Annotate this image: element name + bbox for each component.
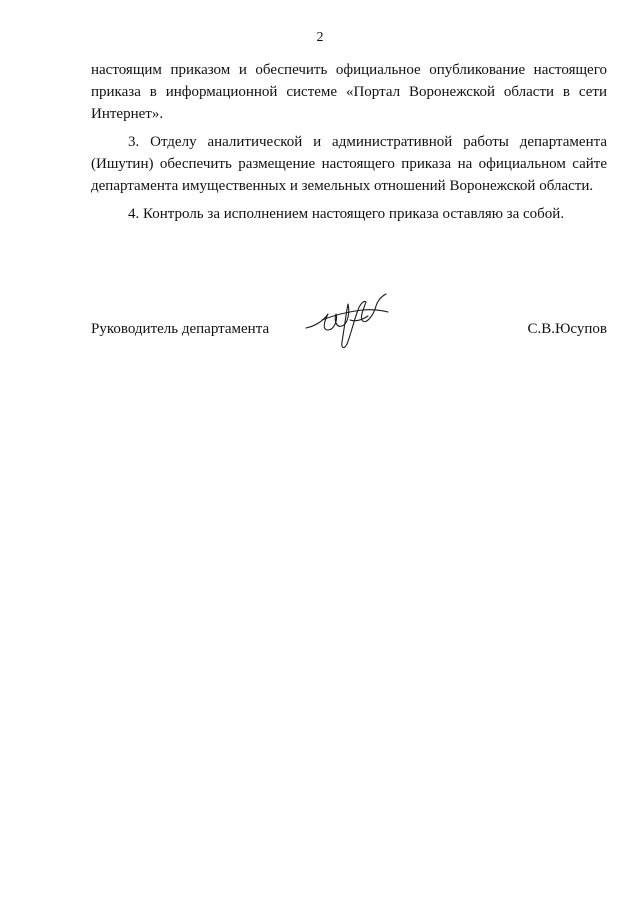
signer-name: С.В.Юсупов (527, 321, 607, 337)
signer-position: Руководитель департамента (91, 321, 270, 337)
page-number: 2 (316, 30, 324, 45)
paragraph-item-3: 3. Отделу аналитической и административной работы департамента (Ишутин) обеспечить размещение настоящего приказа на официальном сайте департамента имущественных и земельных отношений Воронежской области. (91, 134, 607, 194)
paragraph-item-4: 4. Контроль за исполнением настоящего приказа оставляю за собой. (128, 206, 565, 222)
paragraph-continuation: настоящим приказом и обеспечить официальное опубликование настоящего приказа в информационной системе «Портал Воронежской области в сети Интернет». (91, 62, 607, 122)
document-body (91, 59, 607, 231)
signature-block (91, 319, 607, 349)
